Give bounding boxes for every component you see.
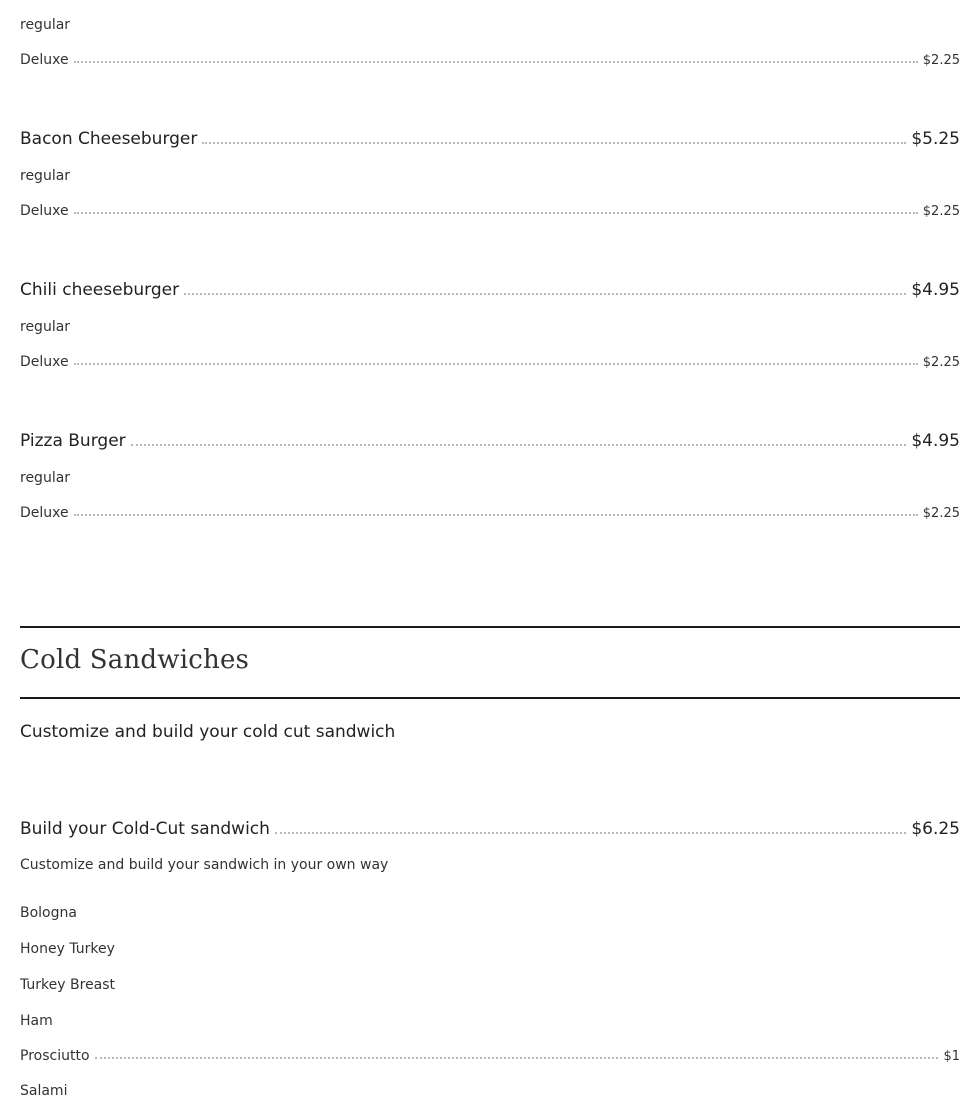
option-row-prosciutto <box>20 1048 960 1064</box>
menu-item-name: Chili cheeseburger <box>20 280 180 300</box>
option-regular: regular <box>20 319 71 335</box>
section-divider-bottom <box>20 697 960 699</box>
option-name: Honey Turkey <box>20 941 115 957</box>
option-name: Bologna <box>20 905 77 921</box>
option-price: $2.25 <box>922 204 960 219</box>
menu-item-price: $4.95 <box>911 431 960 451</box>
option-regular: regular <box>20 168 71 184</box>
menu-item-description: Customize and build your sandwich in your own way <box>20 857 389 873</box>
section-title: Cold Sandwiches <box>20 645 250 675</box>
section-description: Customize and build your cold cut sandwich <box>20 722 396 742</box>
option-name: Prosciutto <box>20 1048 90 1064</box>
section-divider-top <box>20 626 960 628</box>
option-row-deluxe <box>20 52 960 68</box>
option-price: $2.25 <box>922 506 960 521</box>
option-name: Ham <box>20 1013 53 1029</box>
menu-item-price: $6.25 <box>911 819 960 839</box>
leader-dots <box>74 61 918 63</box>
option-name: Salami <box>20 1083 68 1099</box>
option-price: $1 <box>943 1049 960 1064</box>
option-name: Deluxe <box>20 505 69 521</box>
option-name: Turkey Breast <box>20 977 116 993</box>
menu-item-row <box>20 129 960 149</box>
leader-dots <box>275 832 906 834</box>
option-row-deluxe <box>20 505 960 521</box>
leader-dots <box>74 514 918 516</box>
option-price: $2.25 <box>922 53 960 68</box>
option-name: Deluxe <box>20 354 69 370</box>
menu-item-row <box>20 819 960 839</box>
leader-dots <box>131 444 907 446</box>
menu-item-price: $5.25 <box>911 129 960 149</box>
leader-dots <box>95 1057 939 1059</box>
menu-item-name: Pizza Burger <box>20 431 126 451</box>
leader-dots <box>202 142 906 144</box>
option-regular: regular <box>20 470 71 486</box>
option-row-deluxe <box>20 354 960 370</box>
menu-item-row <box>20 280 960 300</box>
leader-dots <box>184 293 906 295</box>
leader-dots <box>74 363 918 365</box>
menu-item-name: Bacon Cheeseburger <box>20 129 198 149</box>
menu-item-row <box>20 431 960 451</box>
option-row-deluxe <box>20 203 960 219</box>
menu-item-price: $4.95 <box>911 280 960 300</box>
option-name: Deluxe <box>20 52 69 68</box>
menu-item-name: Build your Cold-Cut sandwich <box>20 819 270 839</box>
option-regular: regular <box>20 17 71 33</box>
option-price: $2.25 <box>922 355 960 370</box>
leader-dots <box>74 212 918 214</box>
option-name: Deluxe <box>20 203 69 219</box>
